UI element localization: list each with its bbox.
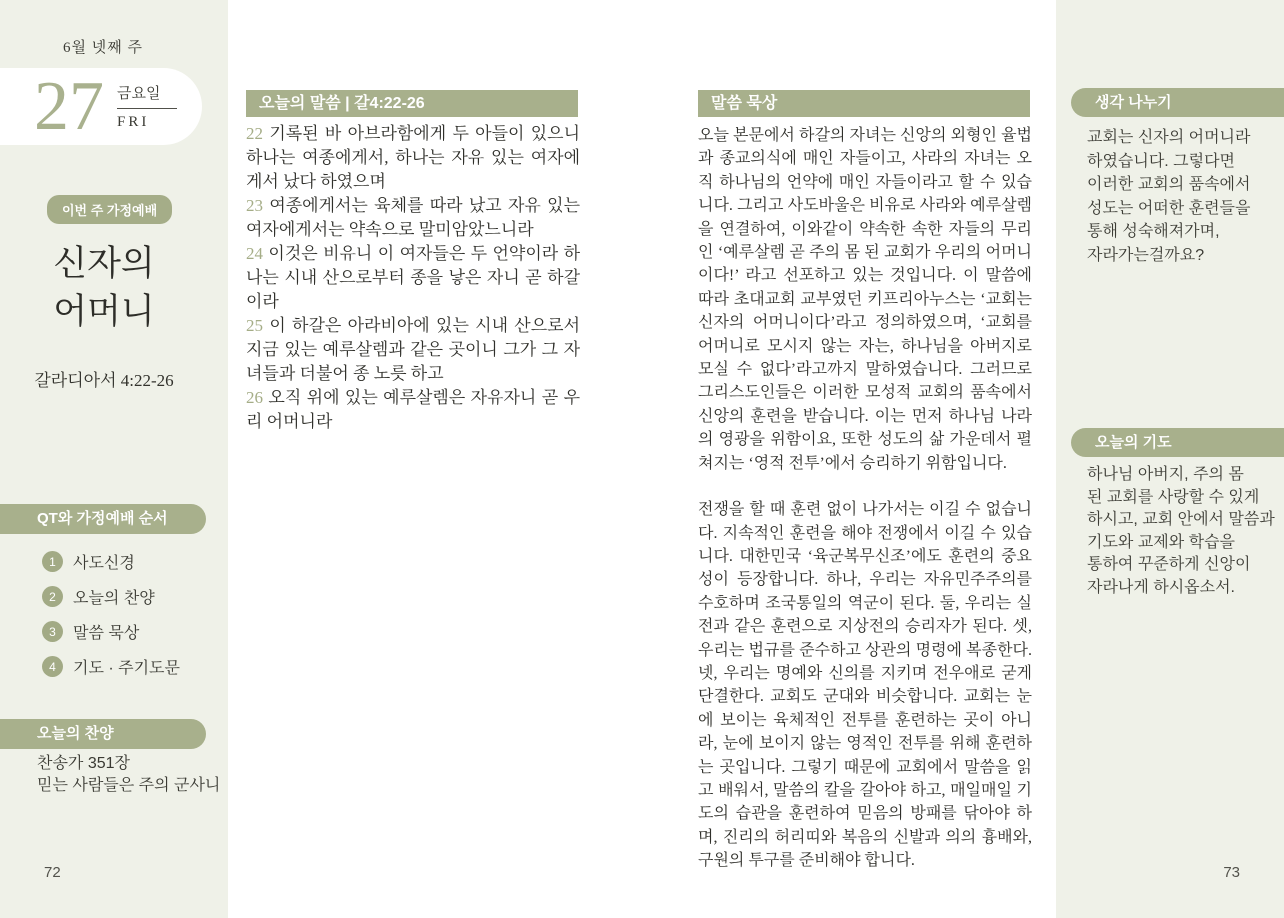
meditation-paragraph: 오늘 본문에서 하갈의 자녀는 신앙의 외형인 율법과 종교의식에 매인 자들이고, 사라의 자녀는 오직 하나님의 언약에 매인 자들이라고 할 수 있습니다. 그리고 사도바울은 비유로 사라와 예루살렘을 연결하여, 이와같이 약속한 속한 자들의 무리인 ‘예루살렘 곧 주의 몸 된 교회가 우리의 어머니이다!’ 라고 선포하고 있는 것입니다. 이 말씀에 따라 초대교회 교부였던 키프리아누스는 ‘교회는 신자의 어머니이다’라고 정의하였으며, ‘교회를 어머니로 모시지 않는 자는, 하나님을 아버지로 모실 수 없다’라고까지 말하였습니다. 그러므로 그리스도인들은 이러한 모성적 교회의 품속에서 신앙의 훈련을 받습니다. 이는 먼저 하나님 나라의 영광을 위함이요, 또한 성도의 삶 가운데서 펼쳐지는 ‘영적 전투’에서 승리하기 위함입니다. (698, 127, 1032, 472)
prayer-line: 하나님 아버지, 주의 몸 (1087, 466, 1244, 483)
share-line: 교회는 신자의 어머니라 (1087, 129, 1251, 146)
verse-text: 이 하갈은 아라비아에 있는 시내 산으로서 지금 있는 예루살렘과 같은 곳이니 그가 그 자녀들과 더불어 종 노릇 하고 (246, 316, 580, 383)
share-line: 통해 성숙해져가며, (1087, 223, 1220, 240)
prayer-text (1087, 464, 1275, 599)
verse-text: 오직 위에 있는 예루살렘은 자유자니 곧 우리 어머니라 (246, 388, 580, 431)
qt-order-item (42, 655, 180, 678)
verse-text: 기록된 바 아브라함에게 두 아들이 있으니 하나는 여종에게서, 하나는 자유 있는 여자에게서 났다 하였으며 (246, 124, 580, 191)
page-number-left: 72 (44, 864, 61, 881)
day-number: 27 (34, 67, 104, 145)
verse-number: 22 (246, 124, 263, 143)
qt-order-number: 4 (42, 656, 63, 677)
devotion-title (0, 240, 208, 336)
date-pill (0, 68, 202, 145)
qt-order-number: 2 (42, 586, 63, 607)
meditation-paragraph: 전쟁을 할 때 훈련 없이 나가서는 이길 수 없습니다. 지속적인 훈련을 해야 전쟁에서 이길 수 있습니다. 대한민국 ‘육군복무신조’에도 훈련의 중요성이 등장합니다. 하나, 우리는 자유민주주의를 수호하며 조국통일의 역군이 된다. 둘, 우리는 실전과 같은 훈련으로 지상전의 승리자가 된다. 셋, 우리는 법규를 준수하고 상관의 명령에 복종한다. 넷, 우리는 명예와 신의를 지키며 전우애로 굳게 단결한다. 교회도 군대와 비슷합니다. 교회는 눈에 보이는 육체적인 전투를 훈련하는 곳이 아니라, 눈에 보이지 않는 영적인 전투를 위해 훈련하는 곳입니다. 그렇기 때문에 교회에서 말씀을 읽고 배워서, 말씀의 칼을 갈아야 하고, 매일매일 기도의 습관을 훈련하여 믿음의 방패를 닦아야 하며, 진리의 허리띠와 복음의 신발과 의의 흉배와, 구원의 투구를 준비해야 합니다. (698, 501, 1032, 870)
qt-order-list (42, 550, 180, 678)
qt-order-item (42, 585, 180, 608)
qt-order-label: 말씀 묵상 (73, 625, 140, 642)
scripture-verses (246, 122, 580, 434)
qt-order-number: 1 (42, 551, 63, 572)
verse (246, 122, 580, 194)
hymn-header: 오늘의 찬양 (0, 719, 206, 749)
share-line: 이러한 교회의 품속에서 (1087, 176, 1251, 193)
qt-order-label: 오늘의 찬양 (73, 590, 155, 607)
verse (246, 314, 580, 386)
qt-order-header: QT와 가정예배 순서 (0, 504, 206, 534)
devotion-title-line1: 신자의 (53, 244, 155, 283)
verse-text: 이것은 비유니 이 여자들은 두 언약이라 하나는 시내 산으로부터 종을 낳은 자니 곧 하갈이라 (246, 244, 580, 311)
week-label: 6월 넷째 주 (63, 40, 143, 56)
prayer-line: 된 교회를 사랑할 수 있게 (1087, 488, 1260, 506)
share-thoughts-text (1087, 126, 1250, 267)
qt-order-item (42, 620, 180, 643)
share-line: 하였습니다. 그렇다면 (1087, 152, 1235, 170)
prayer-header: 오늘의 기도 (1071, 428, 1284, 457)
qt-order-number: 3 (42, 621, 63, 642)
prayer-line: 자라나게 하시옵소서. (1087, 578, 1235, 596)
meditation-body (698, 124, 1032, 896)
devotion-title-line2: 어머니 (53, 292, 155, 331)
scripture-column-header: 오늘의 말씀 | 갈4:22-26 (246, 90, 578, 117)
weekday-english: FRI (117, 114, 150, 130)
verse-number: 25 (246, 316, 263, 335)
verse (246, 194, 580, 242)
qt-order-label: 사도신경 (73, 555, 135, 572)
weekday-block (117, 82, 177, 131)
verse-number: 23 (246, 196, 263, 215)
hymn-number: 찬송가 351장 (37, 755, 130, 772)
weekday-korean: 금요일 (117, 82, 177, 109)
verse (246, 386, 580, 434)
family-worship-badge: 이번 주 가정예배 (47, 195, 172, 224)
meditation-header: 말씀 묵상 (698, 90, 1030, 117)
scripture-reference: 갈라디아서 4:22-26 (34, 371, 174, 390)
share-thoughts-header: 생각 나누기 (1071, 88, 1284, 117)
qt-order-label: 기도 · 주기도문 (73, 660, 180, 677)
share-line: 자라가는걸까요? (1087, 246, 1205, 264)
prayer-line: 기도와 교제와 학습을 (1087, 533, 1235, 551)
verse (246, 242, 580, 314)
hymn-title: 믿는 사람들은 주의 군사니 (37, 777, 221, 794)
prayer-line: 하시고, 교회 안에서 말씀과 (1087, 511, 1275, 528)
prayer-line: 통하여 꾸준하게 신앙이 (1087, 556, 1251, 573)
page-number-right: 73 (1223, 864, 1240, 881)
qt-order-item (42, 550, 180, 573)
share-line: 성도는 어떠한 훈련들을 (1087, 199, 1251, 217)
verse-text: 여종에게서는 육체를 따라 났고 자유 있는 여자에게서는 약속으로 말미암았느니라 (246, 196, 580, 239)
hymn-info (37, 753, 220, 797)
verse-number: 26 (246, 388, 263, 407)
verse-number: 24 (246, 244, 263, 263)
